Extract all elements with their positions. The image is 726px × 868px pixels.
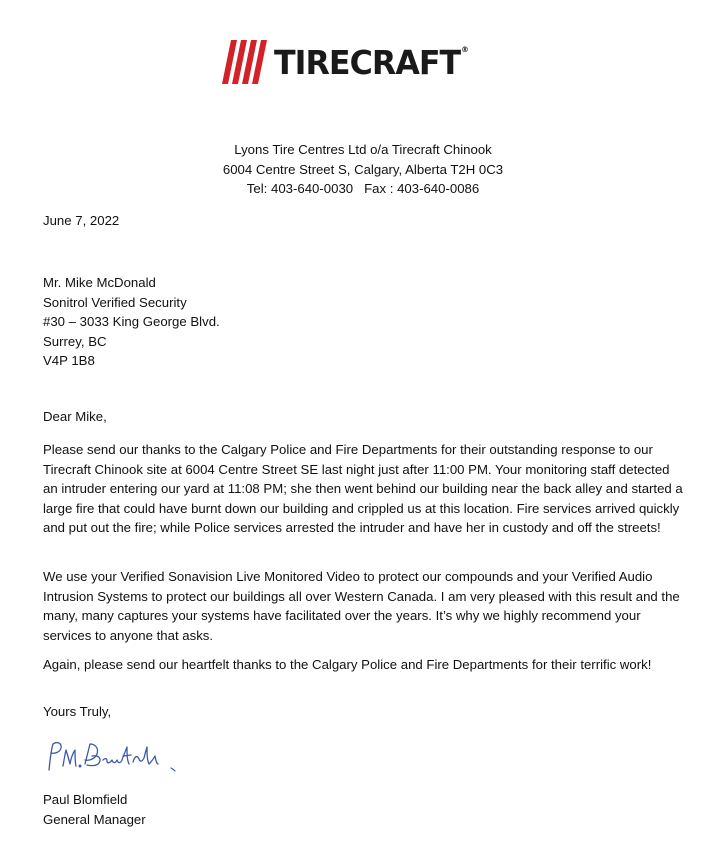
body-paragraph-1: Please send our thanks to the Calgary Police and Fire Departments for their outstanding response to our Tirecraft Chinook site at 6004 Centre Street SE last night just after 11:00 PM. Your monitoring staff detected an intruder entering our yard at 11:08 PM; she then went behind our building near the back alley and started a large fire that could have burnt down our building and crippled us at this location. Fire services arrived quickly and put out the fire; while Police services arrested the intruder and have her in custody and off the streets! [43,442,683,535]
signer-block [43,790,146,830]
logo-stripes-icon [222,40,268,84]
recipient-postal: V4P 1B8 [43,353,95,369]
brand-name: TIRECRAFT® [274,42,468,82]
recipient-address [43,273,220,371]
handwritten-signature [43,738,193,783]
company-name-line: Lyons Tire Centres Ltd o/a Tirecraft Chinook [234,142,492,157]
recipient-company: Sonitrol Verified Security [43,294,187,310]
company-address-line: 6004 Centre Street S, Calgary, Alberta T2H 0C3 [222,161,504,177]
recipient-street: #30 – 3033 King George Blvd. [43,314,220,330]
body-paragraph-3: Again, please send our heartfelt thanks to the Calgary Police and Fire Departments for their terrific work! [43,657,652,672]
tirecraft-logo [222,40,476,84]
company-letterhead [0,140,726,199]
body-paragraph-2: We use your Verified Sonavision Live Monitored Video to protect our compounds and your Verified Audio Intrusion Systems to protect our buildings all over Western Canada. I am very pleased with this result and the many, many captures your systems have facilitated over the years. It’s why we highly recommend your services to anyone that asks. [43,569,680,643]
recipient-name: Mr. Mike McDonald [43,275,156,290]
letter-date: June 7, 2022 [43,213,120,228]
company-contact-line: Tel: 403-640-0030 Fax : 403-640-0086 [246,181,480,196]
registered-mark: ® [461,44,468,54]
signer-name: Paul Blomfield [43,792,128,807]
salutation: Dear Mike, [43,409,107,424]
signer-title: General Manager [43,811,146,827]
closing: Yours Truly, [43,704,112,719]
recipient-city: Surrey, BC [43,333,107,349]
